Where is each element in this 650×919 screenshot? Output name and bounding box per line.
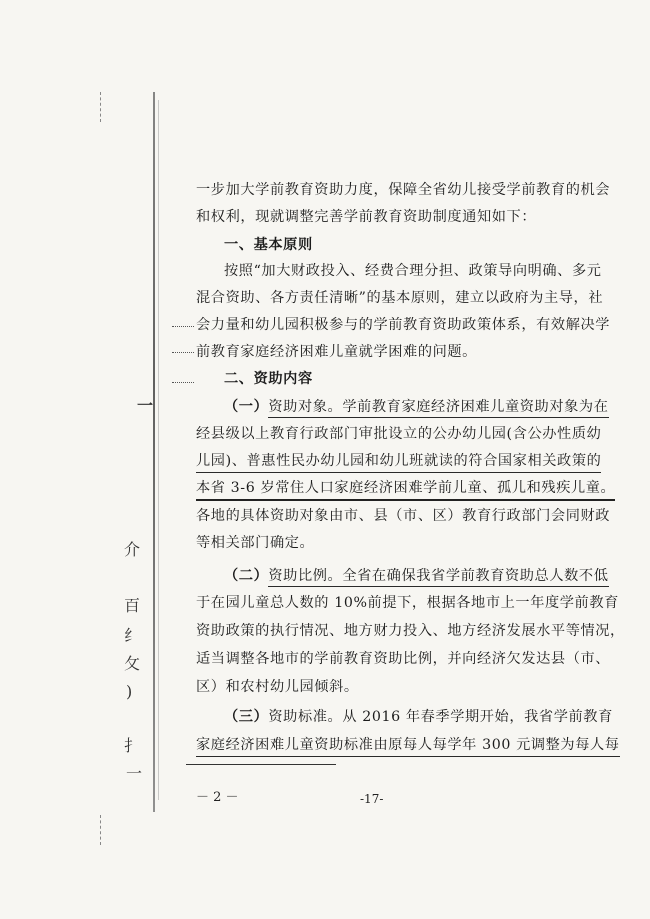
binding-line-shadow — [158, 100, 159, 800]
margin-mark: 扌 — [124, 736, 141, 755]
section-heading-basic-principles: 一、基本原则 — [224, 237, 313, 253]
item-three-text: 资助标准。从 2016 年春季学期开始，我省学前教育 — [268, 709, 613, 725]
paragraph-line: 按照“加大财政投入、经费合理分担、政策导向明确、多元 — [224, 263, 602, 279]
item-label: （三） — [224, 709, 269, 725]
punch-marks-top — [100, 92, 107, 122]
paragraph-line: 适当调整各地市的学前教育资助比例，并向经济欠发达县（市、 — [196, 651, 611, 667]
margin-mark: 攵 — [124, 654, 141, 673]
paragraph-line: 于在园儿童总人数的 10%前提下，根据各地市上一年度学前教育 — [196, 595, 619, 611]
paragraph-line: 经县级以上教育行政部门审批设立的公办幼儿园(含公办性质幼 — [196, 426, 602, 442]
item-one-text: 资助对象。学前教育家庭经济困难儿童资助对象为在 — [268, 399, 608, 418]
margin-mark: ) — [126, 682, 133, 701]
paragraph-line: 混合资助、各方责任清晰”的基本原则，建立以政府为主导，社 — [196, 290, 604, 306]
scan-artifact — [172, 326, 194, 327]
paragraph-line: 区）和农村幼儿园倾斜。 — [196, 679, 359, 695]
punch-marks-bottom — [100, 815, 107, 845]
item-label: （一） — [224, 399, 269, 415]
paragraph-line: 各地的具体资助对象由市、县（市、区）教育行政部门会同财政 — [196, 508, 611, 524]
margin-mark: 介 — [124, 540, 141, 559]
binding-line — [153, 92, 155, 812]
paragraph-line: 和权利，现就调整完善学前教育资助制度通知如下： — [196, 209, 537, 225]
scan-artifact — [172, 352, 194, 353]
paragraph-line: 资助政策的执行情况、地方财力投入、地方经济发展水平等情况， — [196, 623, 625, 639]
section-heading-funding-content: 二、资助内容 — [224, 371, 313, 387]
margin-mark: 一 — [137, 396, 154, 415]
scan-artifact — [172, 382, 194, 383]
footer-rule — [186, 764, 336, 765]
paragraph-line: 前教育家庭经济困难儿童就学困难的问题。 — [196, 344, 477, 360]
paragraph-line: 会力量和幼儿园积极参与的学前教育资助政策体系，有效解决学 — [196, 317, 611, 333]
item-two-text: 资助比例。全省在确保我省学前教育资助总人数不低 — [268, 568, 608, 587]
margin-mark: 百 — [124, 596, 141, 615]
paragraph-line: 本省 3-6 岁常住人口家庭经济困难学前儿童、孤儿和残疾儿童。 — [196, 479, 615, 501]
item-one-first-line — [224, 398, 609, 416]
paragraph-line: 家庭经济困难儿童资助标准由原每人每学年 300 元调整为每人每 — [196, 736, 620, 757]
margin-mark: 一 — [126, 764, 143, 783]
page-number: － 2 － — [196, 790, 239, 805]
item-label: （二） — [224, 568, 269, 584]
paragraph-line: 儿园)、普惠性民办幼儿园和幼儿班就读的符合国家相关政策的 — [196, 452, 601, 473]
margin-mark: 纟 — [124, 626, 141, 645]
item-two-first-line — [224, 567, 609, 585]
original-page-number: -17- — [360, 792, 384, 806]
item-three-first-line — [224, 708, 613, 726]
paragraph-line: 等相关部门确定。 — [196, 535, 315, 551]
paragraph-line: 一步加大学前教育资助力度，保障全省幼儿接受学前教育的机会 — [196, 182, 611, 198]
